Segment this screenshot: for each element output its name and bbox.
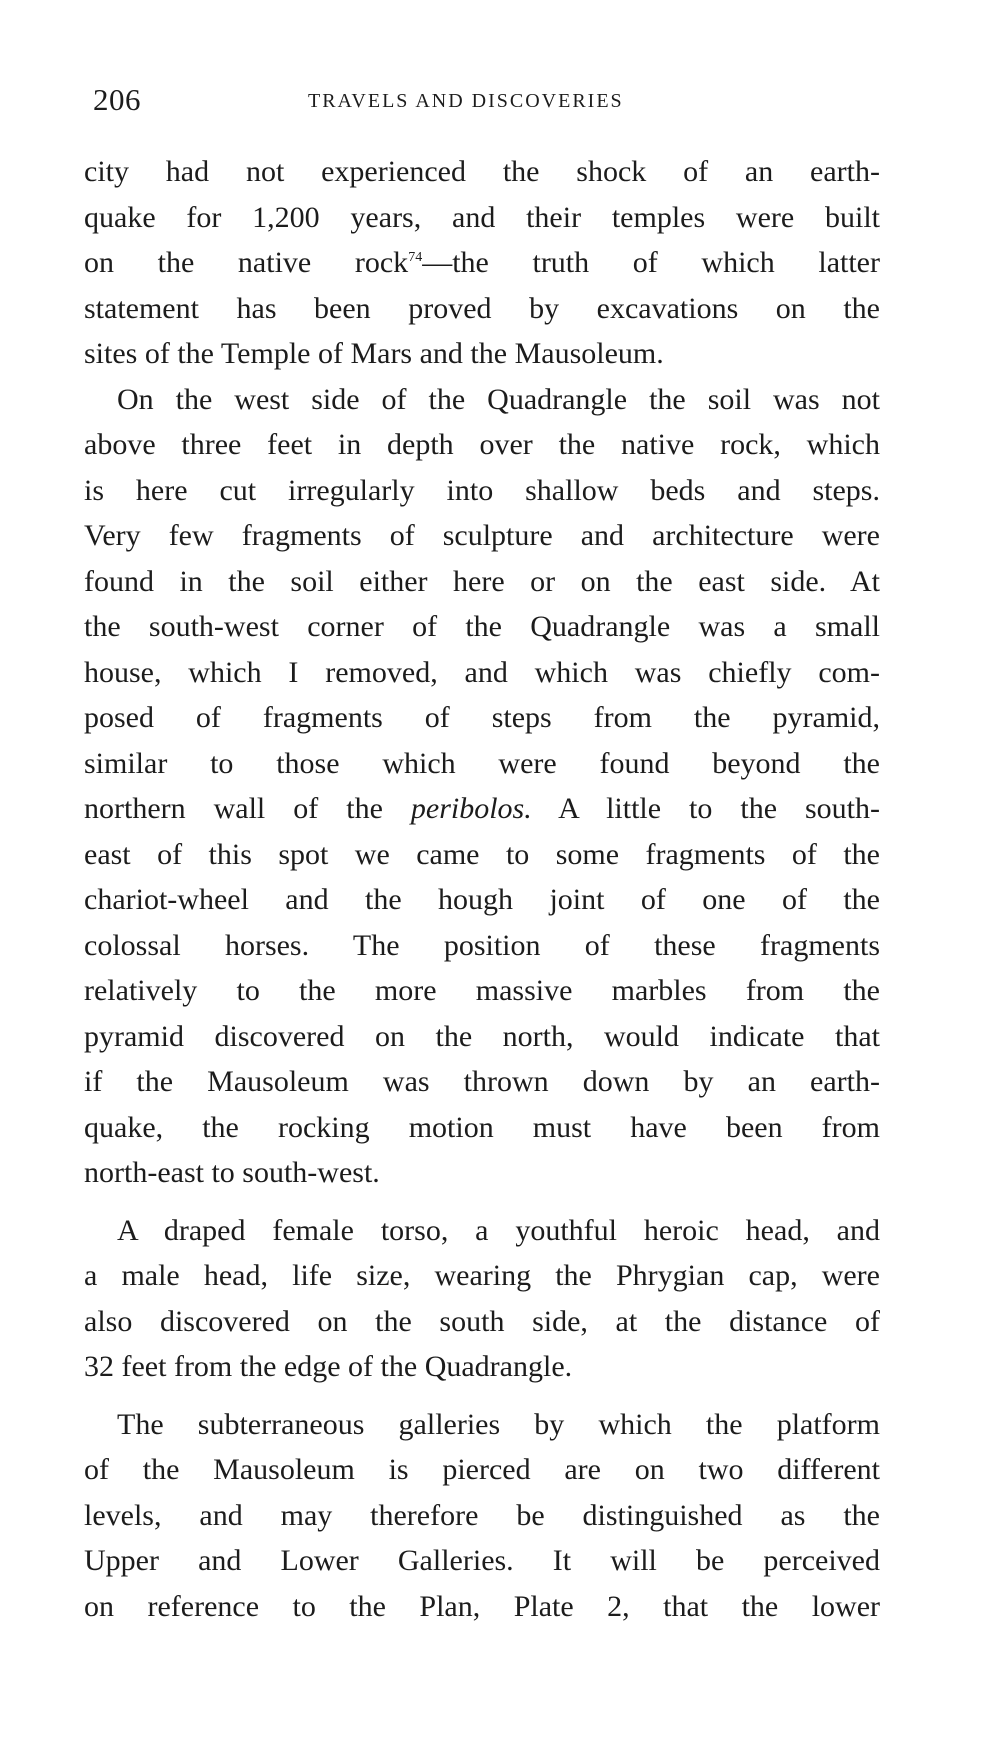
text-line: relatively to the more massive marbles from the xyxy=(84,974,880,1007)
text-line: sites of the Temple of Mars and the Mausoleum. xyxy=(84,337,664,370)
line-segment: on the native rock xyxy=(84,246,409,279)
text-line: of the Mausoleum is pierced are on two different xyxy=(84,1453,880,1486)
text-line: city had not experienced the shock of an earth- xyxy=(84,155,880,188)
line-segment: —the truth of which latter xyxy=(422,246,880,279)
text-line: on reference to the Plan, Plate 2, that the lower xyxy=(84,1589,880,1623)
text-line: Upper and Lower Galleries. It will be perceived xyxy=(84,1544,880,1577)
text-line: posed of fragments of steps from the pyramid, xyxy=(84,701,880,734)
page-number: 206 xyxy=(93,82,141,117)
text-line: similar to those which were found beyond the xyxy=(84,746,880,780)
text-line: colossal horses. The position of these fragments xyxy=(84,928,880,962)
paragraph-gap xyxy=(84,1196,880,1208)
text-line: pyramid discovered on the north, would indicate that xyxy=(84,1019,880,1053)
text-line: east of this spot we came to some fragments of the xyxy=(84,837,880,871)
text-line: chariot-wheel and the hough joint of one of the xyxy=(84,883,880,916)
text-line: quake, the rocking motion must have been from xyxy=(84,1110,880,1144)
text-line: a male head, life size, wearing the Phrygian cap, were xyxy=(84,1259,880,1292)
footnote-ref: 74 xyxy=(408,250,423,265)
text-line: also discovered on the south side, at the distance of xyxy=(84,1304,880,1338)
text-line: is here cut irregularly into shallow beds and steps. xyxy=(84,473,880,507)
text-line: The subterraneous galleries by which the platform xyxy=(117,1407,880,1441)
text-line: 32 feet from the edge of the Quadrangle. xyxy=(84,1350,573,1383)
text-line: north-east to south-west. xyxy=(84,1156,380,1189)
paragraph-2 xyxy=(84,377,880,1196)
line-segment: A little to the south- xyxy=(558,792,881,825)
text-line: if the Mausoleum was thrown down by an earth- xyxy=(84,1065,880,1098)
text-line: A draped female torso, a youthful heroic head, and xyxy=(117,1213,880,1247)
text-line: above three feet in depth over the native rock, which xyxy=(84,428,880,461)
text-line: found in the soil either here or on the east side. At xyxy=(84,564,880,598)
text-line: On the west side of the Quadrangle the soil was not xyxy=(117,382,880,416)
text-line: statement has been proved by excavations on the xyxy=(84,291,880,325)
italic-term: peribolos. xyxy=(410,792,532,825)
text-line: the south-west corner of the Quadrangle was a small xyxy=(84,610,880,643)
paragraph-3 xyxy=(84,1208,880,1390)
paragraph-1 xyxy=(84,149,880,377)
text-line xyxy=(84,240,880,286)
page-header xyxy=(93,82,883,122)
text-line xyxy=(84,786,880,832)
text-line: levels, and may therefore be distinguished as the xyxy=(84,1498,880,1532)
line-segment: northern wall of the xyxy=(84,792,383,825)
paragraph-4 xyxy=(84,1402,880,1630)
text-line: Very few fragments of sculpture and architecture were xyxy=(84,519,880,552)
body-text xyxy=(84,149,880,1629)
text-line: house, which I removed, and which was chiefly com- xyxy=(84,655,880,689)
paragraph-gap xyxy=(84,1390,880,1402)
running-head: TRAVELS AND DISCOVERIES xyxy=(308,90,624,112)
text-line: quake for 1,200 years, and their temples were built xyxy=(84,200,880,234)
